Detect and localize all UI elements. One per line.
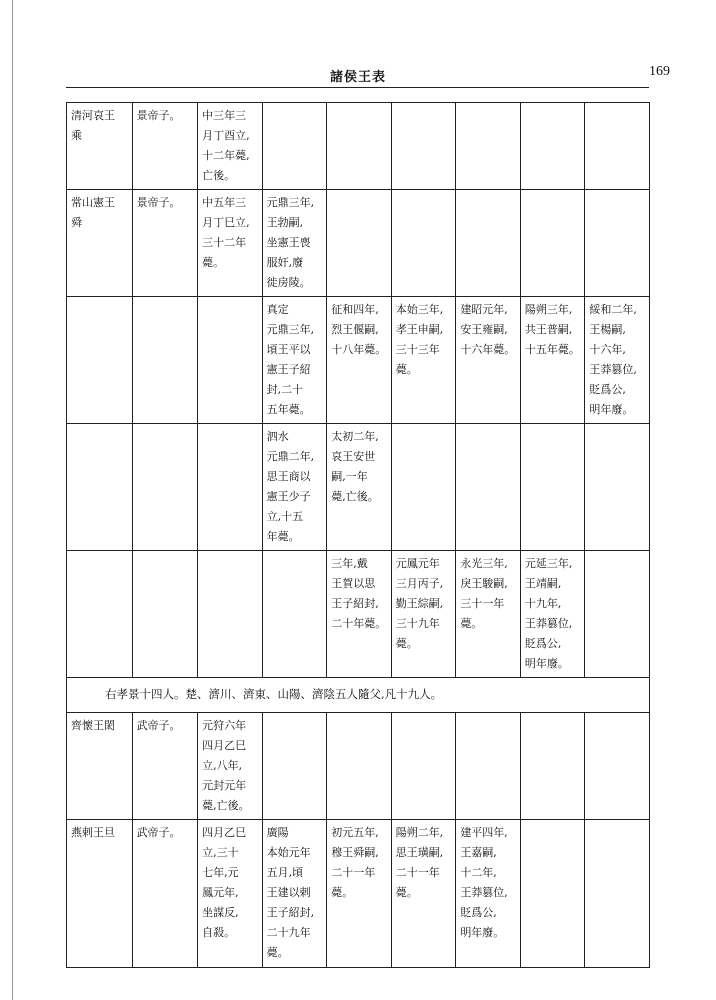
table-cell: 齊懷王閎 (67, 713, 133, 820)
page-number: 169 (649, 64, 670, 79)
table-cell (520, 713, 585, 820)
table-cell (520, 820, 585, 968)
table-cell (262, 713, 327, 820)
feudal-kings-table (66, 102, 650, 968)
table-cell (132, 424, 198, 551)
table-row (67, 551, 650, 678)
table-cell (132, 551, 198, 678)
table-cell (391, 103, 456, 190)
table-cell: 燕剌王旦 (67, 820, 133, 968)
table-cell: 初元五年, 穆王舜嗣, 二十一年 薨。 (327, 820, 392, 968)
table-cell (456, 424, 521, 551)
table-cell (67, 551, 133, 678)
table-cell: 武帝子。 (132, 820, 198, 968)
table-cell (456, 103, 521, 190)
table-cell (67, 297, 133, 424)
table-row (67, 297, 650, 424)
table-cell (585, 103, 650, 190)
table-cell: 清河哀王 乘 (67, 103, 133, 190)
table-row (67, 713, 650, 820)
table-cell: 元鳳元年 三月丙子, 勤王綜嗣, 三十九年 薨。 (391, 551, 456, 678)
table-cell (585, 551, 650, 678)
table-cell (585, 424, 650, 551)
table-cell: 綏和二年, 王楊嗣, 十六年, 王莽篡位, 貶爲公, 明年廢。 (585, 297, 650, 424)
table-cell: 陽朔二年, 思王璜嗣, 二十一年 薨。 (391, 820, 456, 968)
table-cell: 常山憲王 舜 (67, 190, 133, 297)
table-cell: 三年,戴 王賀以思 王子紹封, 二十年薨。 (327, 551, 392, 678)
table-cell: 本始三年, 孝王申嗣, 三十三年 薨。 (391, 297, 456, 424)
table-cell: 元延三年, 王靖嗣, 十九年, 王莽篡位, 貶爲公, 明年廢。 (520, 551, 585, 678)
table-cell (520, 103, 585, 190)
table-cell: 征和四年, 烈王偃嗣, 十八年薨。 (327, 297, 392, 424)
table-cell (262, 551, 327, 678)
page-edge-line (12, 0, 13, 1000)
table-cell (520, 424, 585, 551)
table-row (67, 820, 650, 968)
table-row (67, 103, 650, 190)
table-cell (456, 713, 521, 820)
table-cell (67, 424, 133, 551)
table-cell: 泗水 元鼎二年, 思王商以 憲王少子 立,十五 年薨。 (262, 424, 327, 551)
table-cell: 元鼎三年, 王勃嗣, 坐憲王喪 服奸,廢 徙房陵。 (262, 190, 327, 297)
table-cell: 太初二年, 哀王安世 嗣,一年 薨,亡後。 (327, 424, 392, 551)
table-cell (456, 190, 521, 297)
table-cell (585, 190, 650, 297)
table-cell (585, 820, 650, 968)
summary-note: 右孝景十四人。楚、濟川、濟東、山陽、濟陰五人隨父,凡十九人。 (67, 678, 650, 713)
table-cell: 武帝子。 (132, 713, 198, 820)
table-cell (198, 551, 263, 678)
table-row (67, 424, 650, 551)
table-cell: 中五年三 月丁巳立, 三十二年 薨。 (198, 190, 263, 297)
table-cell: 建昭元年, 安王雍嗣, 十六年薨。 (456, 297, 521, 424)
table-cell (198, 297, 263, 424)
table-row (67, 190, 650, 297)
table-cell (327, 190, 392, 297)
table-cell: 陽朔三年, 共王普嗣, 十五年薨。 (520, 297, 585, 424)
table-cell (585, 713, 650, 820)
table-cell (262, 103, 327, 190)
table-row (67, 678, 650, 713)
header-rule (66, 87, 649, 88)
table-cell: 四月乙巳 立,三十 七年,元 鳳元年, 坐謀反, 自殺。 (198, 820, 263, 968)
table-cell: 建平四年, 王嘉嗣, 十二年, 王莽篡位, 貶爲公, 明年廢。 (456, 820, 521, 968)
table-cell (327, 103, 392, 190)
table-cell (132, 297, 198, 424)
table-cell (520, 190, 585, 297)
table-cell (198, 424, 263, 551)
table-cell: 景帝子。 (132, 190, 198, 297)
table-cell (391, 713, 456, 820)
table-cell: 元狩六年 四月乙巳 立,八年, 元封元年 薨,亡後。 (198, 713, 263, 820)
table-cell (391, 424, 456, 551)
table-cell: 景帝子。 (132, 103, 198, 190)
table-cell: 永光三年, 戾王駿嗣, 三十一年 薨。 (456, 551, 521, 678)
table-cell (327, 713, 392, 820)
table-cell: 廣陽 本始元年 五月,頃 王建以剌 王子紹封, 二十九年 薨。 (262, 820, 327, 968)
table-cell: 中三年三 月丁酉立, 十二年薨, 亡後。 (198, 103, 263, 190)
page-title: 諸侯王表 (329, 70, 386, 85)
table-cell (391, 190, 456, 297)
table-cell: 真定 元鼎三年, 頃王平以 憲王子紹 封,二十 五年薨。 (262, 297, 327, 424)
